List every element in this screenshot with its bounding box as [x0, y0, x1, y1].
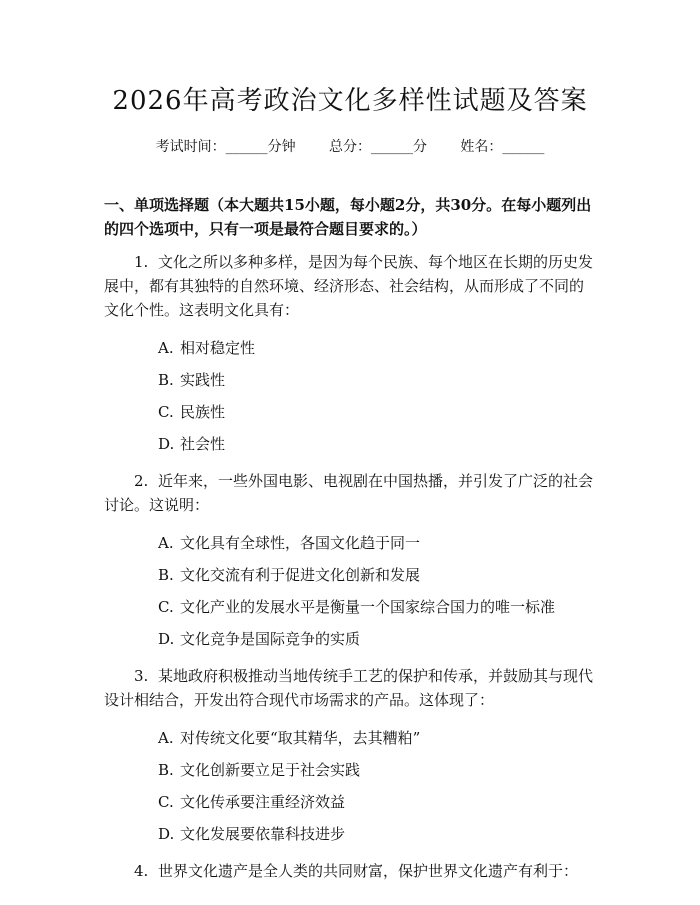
option-a [104, 722, 596, 754]
page-title: 2026年高考政治文化多样性试题及答案 [112, 86, 588, 116]
option-text: 实践性 [180, 371, 226, 389]
question-4 [104, 859, 596, 883]
option-c [104, 591, 596, 623]
student-name-field: 姓名：______ [460, 139, 545, 155]
option-a [104, 332, 596, 364]
option-c [104, 396, 596, 428]
question-stem [104, 469, 596, 517]
question-number: 4. [134, 862, 149, 880]
question-text: 世界文化遗产是全人类的共同财富，保护世界文化遗产有利于： [158, 862, 579, 880]
option-list [104, 527, 596, 655]
question-stem [104, 250, 596, 322]
option-b [104, 754, 596, 786]
option-c [104, 786, 596, 818]
option-text: 文化产业的发展水平是衡量一个国家综合国力的唯一标准 [180, 598, 556, 616]
option-letter: B. [158, 371, 174, 389]
question-number: 2. [134, 472, 149, 490]
option-text: 社会性 [180, 435, 226, 453]
question-text: 某地政府积极推动当地传统手工艺的保护和传承，并鼓励其与现代设计相结合，开发出符合现代市场需求的产品。这体现了： [104, 667, 594, 709]
option-letter: D. [158, 825, 175, 843]
section-heading: 一、单项选择题（本大题共15小题，每小题2分，共30分。在每小题列出的四个选项中，只有一项是最符合题目要求的。） [104, 196, 592, 238]
option-text: 文化具有全球性，各国文化趋于同一 [180, 534, 421, 552]
question-1 [104, 250, 596, 460]
option-letter: A. [158, 339, 174, 357]
question-2 [104, 469, 596, 655]
option-letter: C. [158, 793, 174, 811]
exam-time-field: 考试时间：______分钟 [155, 139, 296, 155]
question-text: 近年来，一些外国电影、电视剧在中国热播，并引发了广泛的社会讨论。这说明： [104, 472, 594, 514]
question-stem [104, 859, 596, 883]
option-letter: A. [158, 729, 174, 747]
option-letter: C. [158, 598, 174, 616]
option-d [104, 818, 596, 850]
total-score-field: 总分：______分 [329, 139, 427, 155]
option-letter: A. [158, 534, 174, 552]
option-letter: B. [158, 761, 174, 779]
option-text: 民族性 [180, 403, 226, 421]
option-d [104, 428, 596, 460]
option-d [104, 623, 596, 655]
question-3 [104, 664, 596, 850]
option-b [104, 364, 596, 396]
option-text: 对传统文化要“取其精华，去其糟粕” [180, 729, 421, 747]
option-text: 文化竞争是国际竞争的实质 [180, 630, 361, 648]
option-text: 文化传承要注重经济效益 [180, 793, 346, 811]
option-list [104, 332, 596, 460]
option-a [104, 527, 596, 559]
option-letter: B. [158, 566, 174, 584]
question-number: 1. [134, 253, 149, 271]
question-stem [104, 664, 596, 712]
option-text: 文化发展要依靠科技进步 [180, 825, 346, 843]
option-text: 文化创新要立足于社会实践 [180, 761, 361, 779]
option-letter: D. [158, 435, 175, 453]
option-text: 相对稳定性 [180, 339, 256, 357]
option-list [104, 722, 596, 850]
option-letter: C. [158, 403, 174, 421]
option-letter: D. [158, 630, 175, 648]
option-text: 文化交流有利于促进文化创新和发展 [180, 566, 421, 584]
question-text: 文化之所以多种多样，是因为每个民族、每个地区在长期的历史发展中，都有其独特的自然环境、经济形态、社会结构，从而形成了不同的文化个性。这表明文化具有： [104, 253, 594, 319]
exam-meta [104, 137, 596, 157]
option-b [104, 559, 596, 591]
question-number: 3. [134, 667, 149, 685]
